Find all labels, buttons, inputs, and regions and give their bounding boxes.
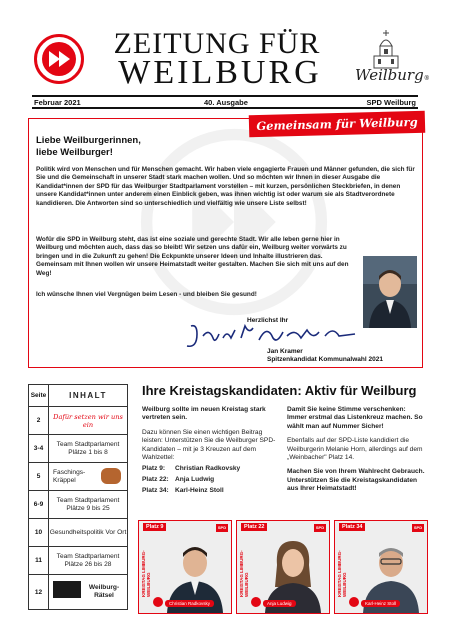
toc-header-seite: Seite xyxy=(29,385,49,406)
krapfen-thumbnail xyxy=(101,468,121,484)
card-name: Christian Radkovsky xyxy=(165,600,214,607)
candidate-card xyxy=(334,520,428,614)
table-of-contents xyxy=(28,384,128,610)
place-item: Platz 9: Christian Radkovsky xyxy=(142,465,241,473)
candidate-card xyxy=(236,520,330,614)
spd-logo-icon: SPD xyxy=(413,525,423,530)
toc-entry: Team Stadtparlament Plätze 9 bis 25 xyxy=(56,496,120,512)
toc-entry: Team Stadtparlament Plätze 1 bis 8 xyxy=(56,440,120,456)
toc-entry: Team Stadtparlament Plätze 26 bis 28 xyxy=(56,552,120,568)
letter-paragraph-1: Politik wird von Menschen und für Menschen gemacht. Wir haben viele engagierte Frauen und Männer gefunden, die sich für Sie und die Gemeinschaft in unserer Stadt stark machen wollen. Und so möchten wir Ihnen in dieser Ausgabe die Kandidat*innen der SPD für das Weilburger Stadtparlament vorstellen – mit kurzen, persönlichen Steckbriefen, in denen unsere Kandidat*innen unter anderem einen Einblick geben, was ihnen wichtig ist oder warum sie als Stadtverordnete kandidieren. Die Antworten sind so unterschiedlich und vielfältig wie unsere Liste selbst! xyxy=(36,166,415,207)
article-col2-closing: Machen Sie von Ihrem Wahlrecht Gebrauch. Unterstützen Sie die Kreistagskandidaten aus Ihrer Heimatstadt! xyxy=(287,468,425,493)
signature-role: Spitzenkandidat Kommunalwahl 2021 xyxy=(267,356,383,363)
card-platz-label: Platz 9 xyxy=(143,523,166,531)
masthead xyxy=(0,0,452,92)
card-name: Karl-Heinz Stoll xyxy=(361,600,400,607)
toc-row[interactable] xyxy=(29,463,127,491)
play-badge-icon xyxy=(251,597,261,607)
card-platz-label: Platz 34 xyxy=(339,523,365,531)
toc-row[interactable] xyxy=(29,519,127,547)
toc-page: 3-4 xyxy=(29,435,49,462)
card-side-label: KREISTAG LIMBURG-WEILBURG xyxy=(239,550,249,597)
toc-row[interactable] xyxy=(29,575,127,609)
issue-info-bar xyxy=(32,95,418,109)
masthead-title-line2: WEILBURG xyxy=(118,54,322,91)
card-platz-label: Platz 22 xyxy=(241,523,267,531)
author-portrait xyxy=(363,256,417,328)
candidate-cards xyxy=(138,520,428,614)
publisher: SPD Weilburg xyxy=(366,98,416,107)
spd-play-logo-icon xyxy=(34,34,84,84)
card-name: Anja Ludwig xyxy=(263,600,296,607)
masthead-title-line1: ZEITUNG FÜR xyxy=(113,27,321,60)
letter-paragraph-2: Wofür die SPD in Weilburg steht, das ist eine soziale und gerechte Stadt. Wir alle leben gerne hier in Weilburg und möchten auch, dass das so bleibt! Wir setzen uns dafür ein, Weilburg weiter vorwärts zu bringen und in die Zukunft zu gehen! Die Eckpunkte unserer Ideen und Inhalte illustrieren das. Gemeinsam mit Ihnen wollen wir unsere Heimatstadt weiter gestalten. Machen Sie sich mit uns auf den Weg! xyxy=(36,236,349,277)
toc-row[interactable] xyxy=(29,407,127,435)
greeting-line1: Liebe Weilburgerinnen, xyxy=(36,135,141,146)
toc-page: 6-9 xyxy=(29,491,49,518)
toc-entry: Weilburg-Rätsel xyxy=(88,584,120,599)
headline-banner: Gemeinsam für Weilburg xyxy=(249,111,426,138)
issue-number: 40. Ausgabe xyxy=(204,98,248,107)
toc-entry: Faschings-Kräppel xyxy=(53,468,86,484)
signature-name: Jan Kramer xyxy=(267,348,303,355)
article-col2-body: Ebenfalls auf der SPD-Liste kandidiert die Weilburgerin Melanie Horn, allerdings auf dem „Weinbacher" Platz 14. xyxy=(287,437,423,462)
letter-greeting xyxy=(36,135,236,159)
card-side-label: KREISTAG LIMBURG-WEILBURG xyxy=(337,550,347,597)
spd-logo-icon: SPD xyxy=(315,525,325,530)
place-item: Platz 22: Anja Ludwig xyxy=(142,476,215,484)
article-lead: Weilburg sollte im neuen Kreistag stark vertreten sein. xyxy=(142,406,266,422)
article-col2-bold: Damit Sie keine Stimme verschenken: Immer erstmal das Listenkreuz machen. So wählt man auf Nummer Sicher! xyxy=(287,406,423,430)
candidate-card xyxy=(138,520,232,614)
greeting-line2: liebe Weilburger! xyxy=(36,147,113,158)
issue-date: Februar 2021 xyxy=(34,98,81,107)
play-badge-icon xyxy=(349,597,359,607)
church-tower-icon xyxy=(366,30,406,70)
toc-header xyxy=(29,385,127,407)
toc-row[interactable] xyxy=(29,547,127,575)
signature-block xyxy=(169,314,383,366)
toc-header-inhalt: INHALT xyxy=(69,390,107,400)
toc-page: 10 xyxy=(29,519,49,546)
letter-paragraph-3: Ich wünsche Ihnen viel Vergnügen beim Lesen - und bleiben Sie gesund! xyxy=(36,291,257,298)
toc-entry: Gesundheitspolitik Vor Ort xyxy=(49,528,127,536)
card-side-label: KREISTAG LIMBURG-WEILBURG xyxy=(141,550,151,597)
spd-logo-icon: SPD xyxy=(217,525,227,530)
toc-page: 2 xyxy=(29,407,49,434)
article-column-2 xyxy=(287,406,427,494)
signature-label: Herzlichst Ihr xyxy=(247,317,289,324)
toc-row[interactable] xyxy=(29,435,127,463)
brand-script: Weilburg® xyxy=(355,66,430,84)
toc-row[interactable] xyxy=(29,491,127,519)
toc-entry: Dafür setzen wir uns ein xyxy=(53,412,123,429)
candidate-places xyxy=(142,465,280,498)
puzzle-thumbnail xyxy=(53,581,81,598)
toc-page: 11 xyxy=(29,547,49,574)
toc-page: 12 xyxy=(29,575,49,609)
toc-page: 5 xyxy=(29,463,49,490)
intro-letter xyxy=(28,114,423,368)
article-column-1 xyxy=(142,406,280,498)
article-body-1: Dazu können Sie einen wichtigen Beitrag leisten: Unterstützen Sie die Weilburger SPD-Kandidaten – mit je 3 Kreuzen auf dem Wahlzettel: xyxy=(142,428,276,462)
play-badge-icon xyxy=(153,597,163,607)
place-item: Platz 34: Karl-Heinz Stoll xyxy=(142,487,224,495)
article-title: Ihre Kreistagskandidaten: Aktiv für Weilburg xyxy=(142,383,417,398)
